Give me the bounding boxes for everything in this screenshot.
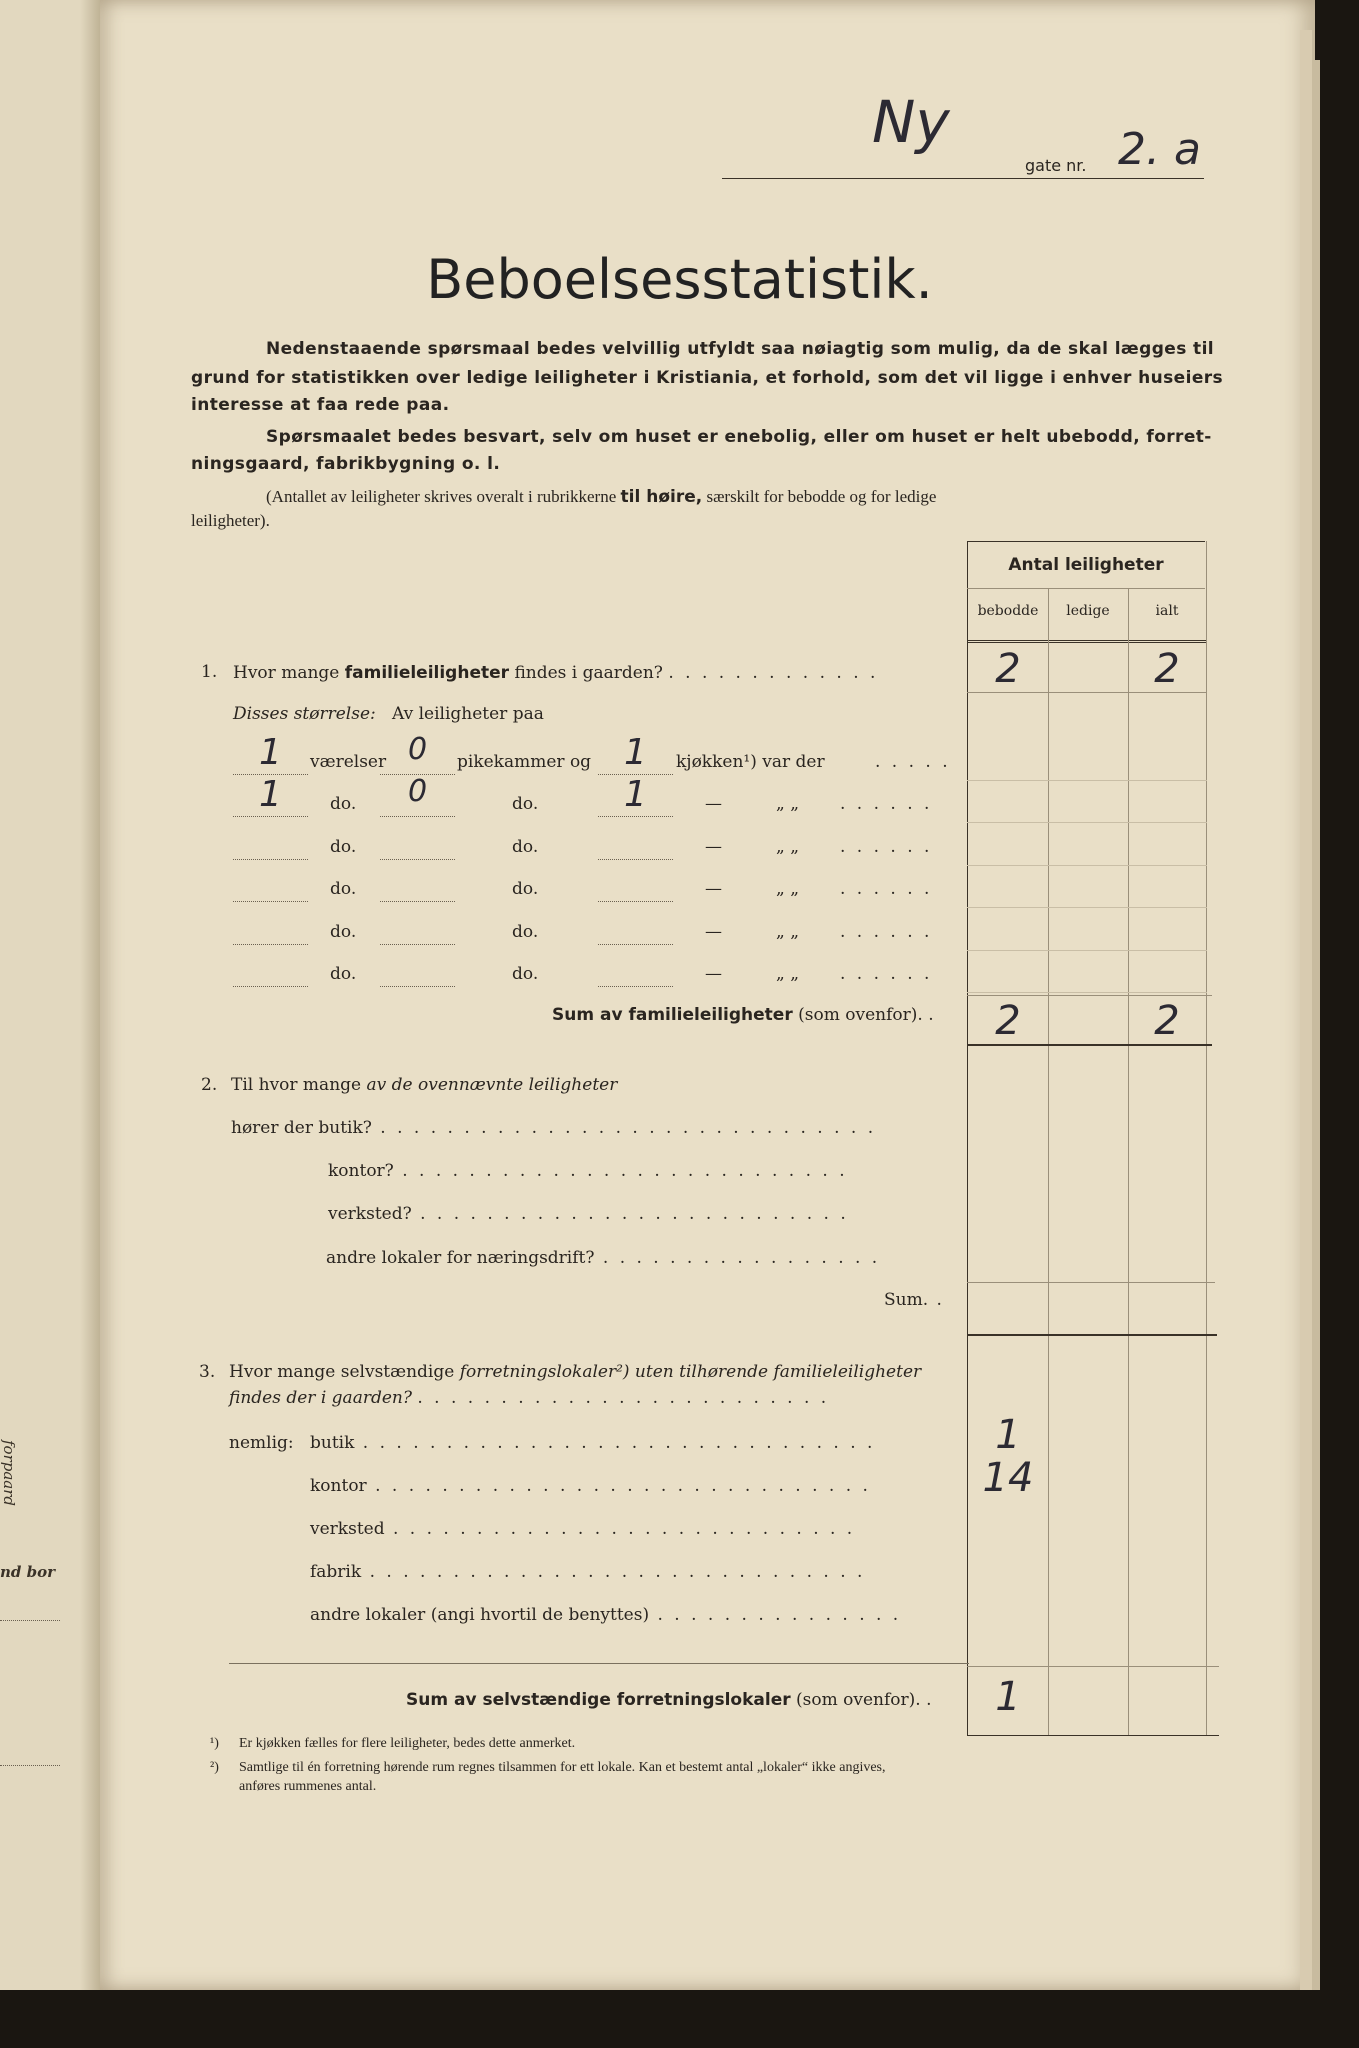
q1-text-bold: familieleiligheter <box>344 663 510 683</box>
table-header-bottom <box>967 640 1207 643</box>
gate-number-handwritten: 2. a <box>1118 124 1201 175</box>
fill-line <box>380 986 455 987</box>
leader-dots: . . . . . . . . . . . . . . . . . . . . . . . . . . . . <box>384 1519 856 1539</box>
q3-fabrik-row <box>310 1564 865 1581</box>
footnote-1-mark: ¹) <box>210 1736 219 1751</box>
ditto-maid-room: do. <box>512 879 539 899</box>
leader-dots: . . . . . . <box>840 922 933 942</box>
ditto-kitchen-dash: — <box>705 922 722 942</box>
note-part: (Antallet av leiligheter skrives overalt i rubrikkerne <box>266 487 617 506</box>
q3-butik-label: butik <box>310 1433 355 1453</box>
maid-room-value: 0 <box>407 774 428 809</box>
ditto-kitchen-dash: — <box>705 964 722 984</box>
sizes-line <box>233 706 544 723</box>
q2-sum-row <box>884 1292 945 1309</box>
fill-line <box>233 859 308 860</box>
q3-andre-row <box>310 1607 901 1624</box>
q2-question <box>231 1077 617 1094</box>
q3-question-line2 <box>229 1390 829 1407</box>
kitchen-value: 1 <box>624 732 647 773</box>
q2-number: 2. <box>201 1075 218 1095</box>
table-header-title: Antal leiligheter <box>1008 555 1164 575</box>
q3-kontor-label: kontor <box>310 1476 367 1496</box>
ditto-rooms: do. <box>330 964 357 984</box>
q1-sum-suffix: (som ovenfor). <box>798 1005 923 1025</box>
q2-verksted-label: verksted? <box>328 1204 412 1224</box>
intro-text: grund for statistikken over ledige leiligheter i Kristiania, et forhold, som det vil ligge i enhver huseiers <box>191 368 1224 388</box>
leader-dots: . . . . . . . . . . . . . . . . . . . . . . . . . . . . . . <box>361 1562 866 1582</box>
q2-text: Til hvor mange <box>231 1075 362 1095</box>
ditto-maid-room: do. <box>512 922 539 942</box>
ditto-kitchen-dash: — <box>705 879 722 899</box>
gate-label: gate nr. <box>1025 156 1087 175</box>
rooms-value: 1 <box>259 732 282 773</box>
leader-dots: . . . . . . . . . . . . . . . <box>649 1605 902 1625</box>
leader-dots: . <box>926 1690 935 1710</box>
q3-separator <box>229 1663 969 1664</box>
q1-number: 1. <box>201 662 218 682</box>
leader-dots: . . . . . . . . . . . . . . . . . . . . . . . . . . . . . . . <box>354 1433 876 1453</box>
page-edge <box>1312 60 1320 1990</box>
leader-dots: . . . . . <box>875 752 951 772</box>
ditto-maid-room: do. <box>512 964 539 984</box>
intro-text: Nedenstaaende spørsmaal bedes velvillig utfyldt saa nøiagtig som mulig, da de skal lægges til <box>266 339 1215 359</box>
maid-room-label: pikekammer og <box>457 752 592 772</box>
ditto-quotes: „ „ <box>776 879 800 899</box>
q3-nemlig-label: nemlig: <box>229 1433 294 1453</box>
ditto-kitchen-dash: — <box>705 837 722 857</box>
q3-verksted-row <box>310 1521 855 1538</box>
intro-text: interesse at faa rede paa. <box>191 395 450 415</box>
q3-verksted-label: verksted <box>310 1519 385 1539</box>
table-row-line <box>967 822 1207 823</box>
q3-fabrik-label: fabrik <box>310 1562 362 1582</box>
q3-butik-row <box>310 1435 875 1452</box>
ditto-maid-room: do. <box>512 794 539 814</box>
rooms-label: værelser <box>310 752 387 772</box>
fill-line <box>233 901 308 902</box>
q3-text-italic: findes der i gaarden? <box>229 1388 412 1408</box>
leader-dots: . . . . . . <box>840 964 933 984</box>
margin-line <box>0 1765 60 1766</box>
fill-line <box>380 859 455 860</box>
q3-text-italic: forretningslokaler²) uten tilhørende familieleiligheter <box>459 1362 922 1382</box>
column-divider <box>1048 588 1049 1736</box>
sum-underline <box>967 1334 1217 1336</box>
street-name-handwritten: Ny <box>872 88 950 156</box>
ditto-rooms: do. <box>330 794 357 814</box>
page-edge <box>1300 30 1312 1990</box>
fill-line <box>380 901 455 902</box>
table-row-line <box>967 865 1207 866</box>
fill-line <box>598 901 673 902</box>
table-left-border <box>967 541 968 1736</box>
q3-text: Hvor mange selvstændige <box>229 1362 455 1382</box>
fill-line <box>598 944 673 945</box>
q1-bebodde-value: 2 <box>995 646 1021 692</box>
q1-sum-label: Sum av familieleiligheter <box>552 1005 793 1025</box>
q2-andre-row <box>326 1250 880 1267</box>
footnote-2-line2: anføres rummenes antal. <box>239 1779 377 1794</box>
q3-question <box>229 1364 921 1381</box>
fill-line <box>233 944 308 945</box>
ditto-rooms: do. <box>330 837 357 857</box>
gate-line <box>722 178 1204 179</box>
table-row-line <box>967 1282 1215 1283</box>
fill-line <box>233 816 308 817</box>
leader-dots: . . . . . . <box>840 879 933 899</box>
column-divider <box>1128 588 1129 1736</box>
column-header-ledige: ledige <box>1066 603 1110 619</box>
q2-butik-label: hører der butik? <box>231 1118 372 1138</box>
q3-kontor-value: 14 <box>982 1455 1034 1501</box>
footnote-2: Samtlige til én forretning hørende rum regnes tilsammen for ett lokale. Kan et bestemt antal „lokaler“ ikke angives, <box>239 1760 886 1775</box>
q3-sum-label: Sum av selvstændige forretningslokaler <box>406 1690 791 1710</box>
leader-dots: . . . . . . . . . . . . . <box>668 663 879 683</box>
q1-ialt-value: 2 <box>1154 646 1180 692</box>
table-top-line <box>967 541 1205 542</box>
leader-dots: . . . . . . . . . . . . . . . . . . . . . . . . . . <box>411 1204 849 1224</box>
sum-underline <box>967 1044 1212 1046</box>
leader-dots: . . . . . . . . . . . . . . . . . . . . . . . . . . . . . . <box>371 1118 877 1138</box>
intro-text: Spørsmaalet bedes besvart, selv om huset er enebolig, eller om huset er helt ubebodd, forret- <box>266 427 1212 447</box>
table-row-line <box>967 992 1207 993</box>
fill-line <box>598 816 673 817</box>
fill-line <box>598 859 673 860</box>
ditto-quotes: „ „ <box>776 922 800 942</box>
q2-sum-label: Sum. <box>884 1290 929 1310</box>
q1-sum-ialt-value: 2 <box>1154 998 1180 1044</box>
ditto-quotes: „ „ <box>776 794 800 814</box>
sizes-text: Av leiligheter paa <box>391 704 544 724</box>
note-text: leiligheter). <box>191 511 270 530</box>
footnote-1: Er kjøkken fælles for flere leiligheter, bedes dette anmerket. <box>239 1736 576 1751</box>
fill-line <box>380 816 455 817</box>
q3-sum-line <box>406 1692 935 1709</box>
table-bottom-line <box>967 1735 1219 1736</box>
kitchen-label: kjøkken¹) var der <box>676 752 825 772</box>
footnote-2-mark: ²) <box>210 1760 219 1775</box>
column-header-ialt: ialt <box>1155 603 1179 619</box>
margin-line <box>0 1620 60 1621</box>
margin-word: nd bor <box>0 1563 56 1581</box>
rooms-value: 1 <box>259 774 282 815</box>
leader-dots: . . . . . . . . . . . . . . . . . . . . . . . . . . . . . . <box>366 1476 871 1496</box>
margin-word: forpaard <box>0 1440 18 1507</box>
leader-dots: . . . . . . . . . . . . . . . . . . . . . . . . . . . <box>393 1161 848 1181</box>
fill-line <box>380 944 455 945</box>
note-text <box>266 488 936 506</box>
q3-sum-value: 1 <box>995 1674 1021 1720</box>
q1-question <box>233 665 878 682</box>
table-row-line <box>967 995 1212 996</box>
table-row-line <box>967 692 1207 693</box>
sizes-label: Disses størrelse: <box>233 704 376 724</box>
page-title: Beboelsesstatistik. <box>426 248 933 311</box>
fill-line <box>233 986 308 987</box>
q1-sum-bebodde-value: 2 <box>995 998 1021 1044</box>
table-row-line <box>967 950 1207 951</box>
leader-dots: . <box>928 1290 945 1310</box>
ditto-rooms: do. <box>330 922 357 942</box>
table-row-line <box>967 1666 1219 1667</box>
ditto-quotes: „ „ <box>776 964 800 984</box>
q1-text: findes i gaarden? <box>514 663 663 683</box>
leader-dots: . . . . . . <box>840 837 933 857</box>
q3-sum-suffix: (som ovenfor). <box>796 1690 921 1710</box>
ditto-maid-room: do. <box>512 837 539 857</box>
ditto-kitchen-dash: — <box>705 794 722 814</box>
q2-text-italic: av de ovennævnte leiligheter <box>366 1075 618 1095</box>
ditto-quotes: „ „ <box>776 837 800 857</box>
ditto-rooms: do. <box>330 879 357 899</box>
q3-kontor-row <box>310 1478 871 1495</box>
q2-andre-label: andre lokaler for næringsdrift? <box>326 1248 595 1268</box>
q2-kontor-label: kontor? <box>328 1161 394 1181</box>
q2-kontor-row <box>328 1163 848 1180</box>
intro-text: ningsgaard, fabrikbygning o. l. <box>191 454 501 474</box>
q3-andre-label: andre lokaler (angi hvortil de benyttes) <box>310 1605 650 1625</box>
q1-sum-line <box>552 1007 937 1024</box>
leader-dots: . . . . . . . . . . . . . . . . . . . . . . . . . <box>417 1388 830 1408</box>
table-right-border <box>1206 541 1207 1736</box>
fill-line <box>598 986 673 987</box>
q3-number: 3. <box>199 1362 216 1382</box>
leader-dots: . . . . . . <box>840 794 933 814</box>
note-part: særskilt for bebodde og for ledige <box>706 487 937 506</box>
note-part-bold: til høire, <box>620 487 703 507</box>
leader-dots: . . . . . . . . . . . . . . . . . <box>594 1248 881 1268</box>
kitchen-value: 1 <box>624 774 647 815</box>
table-row-line <box>967 907 1207 908</box>
q3-butik-value: 1 <box>995 1412 1021 1458</box>
column-header-bebodde: bebodde <box>977 603 1039 619</box>
table-header-divider <box>967 588 1205 589</box>
leader-dots: . <box>928 1005 937 1025</box>
q1-text: Hvor mange <box>233 663 340 683</box>
q2-butik-row <box>231 1120 876 1137</box>
maid-room-value: 0 <box>407 732 428 767</box>
q2-verksted-row <box>328 1206 849 1223</box>
table-row-line <box>967 780 1207 781</box>
